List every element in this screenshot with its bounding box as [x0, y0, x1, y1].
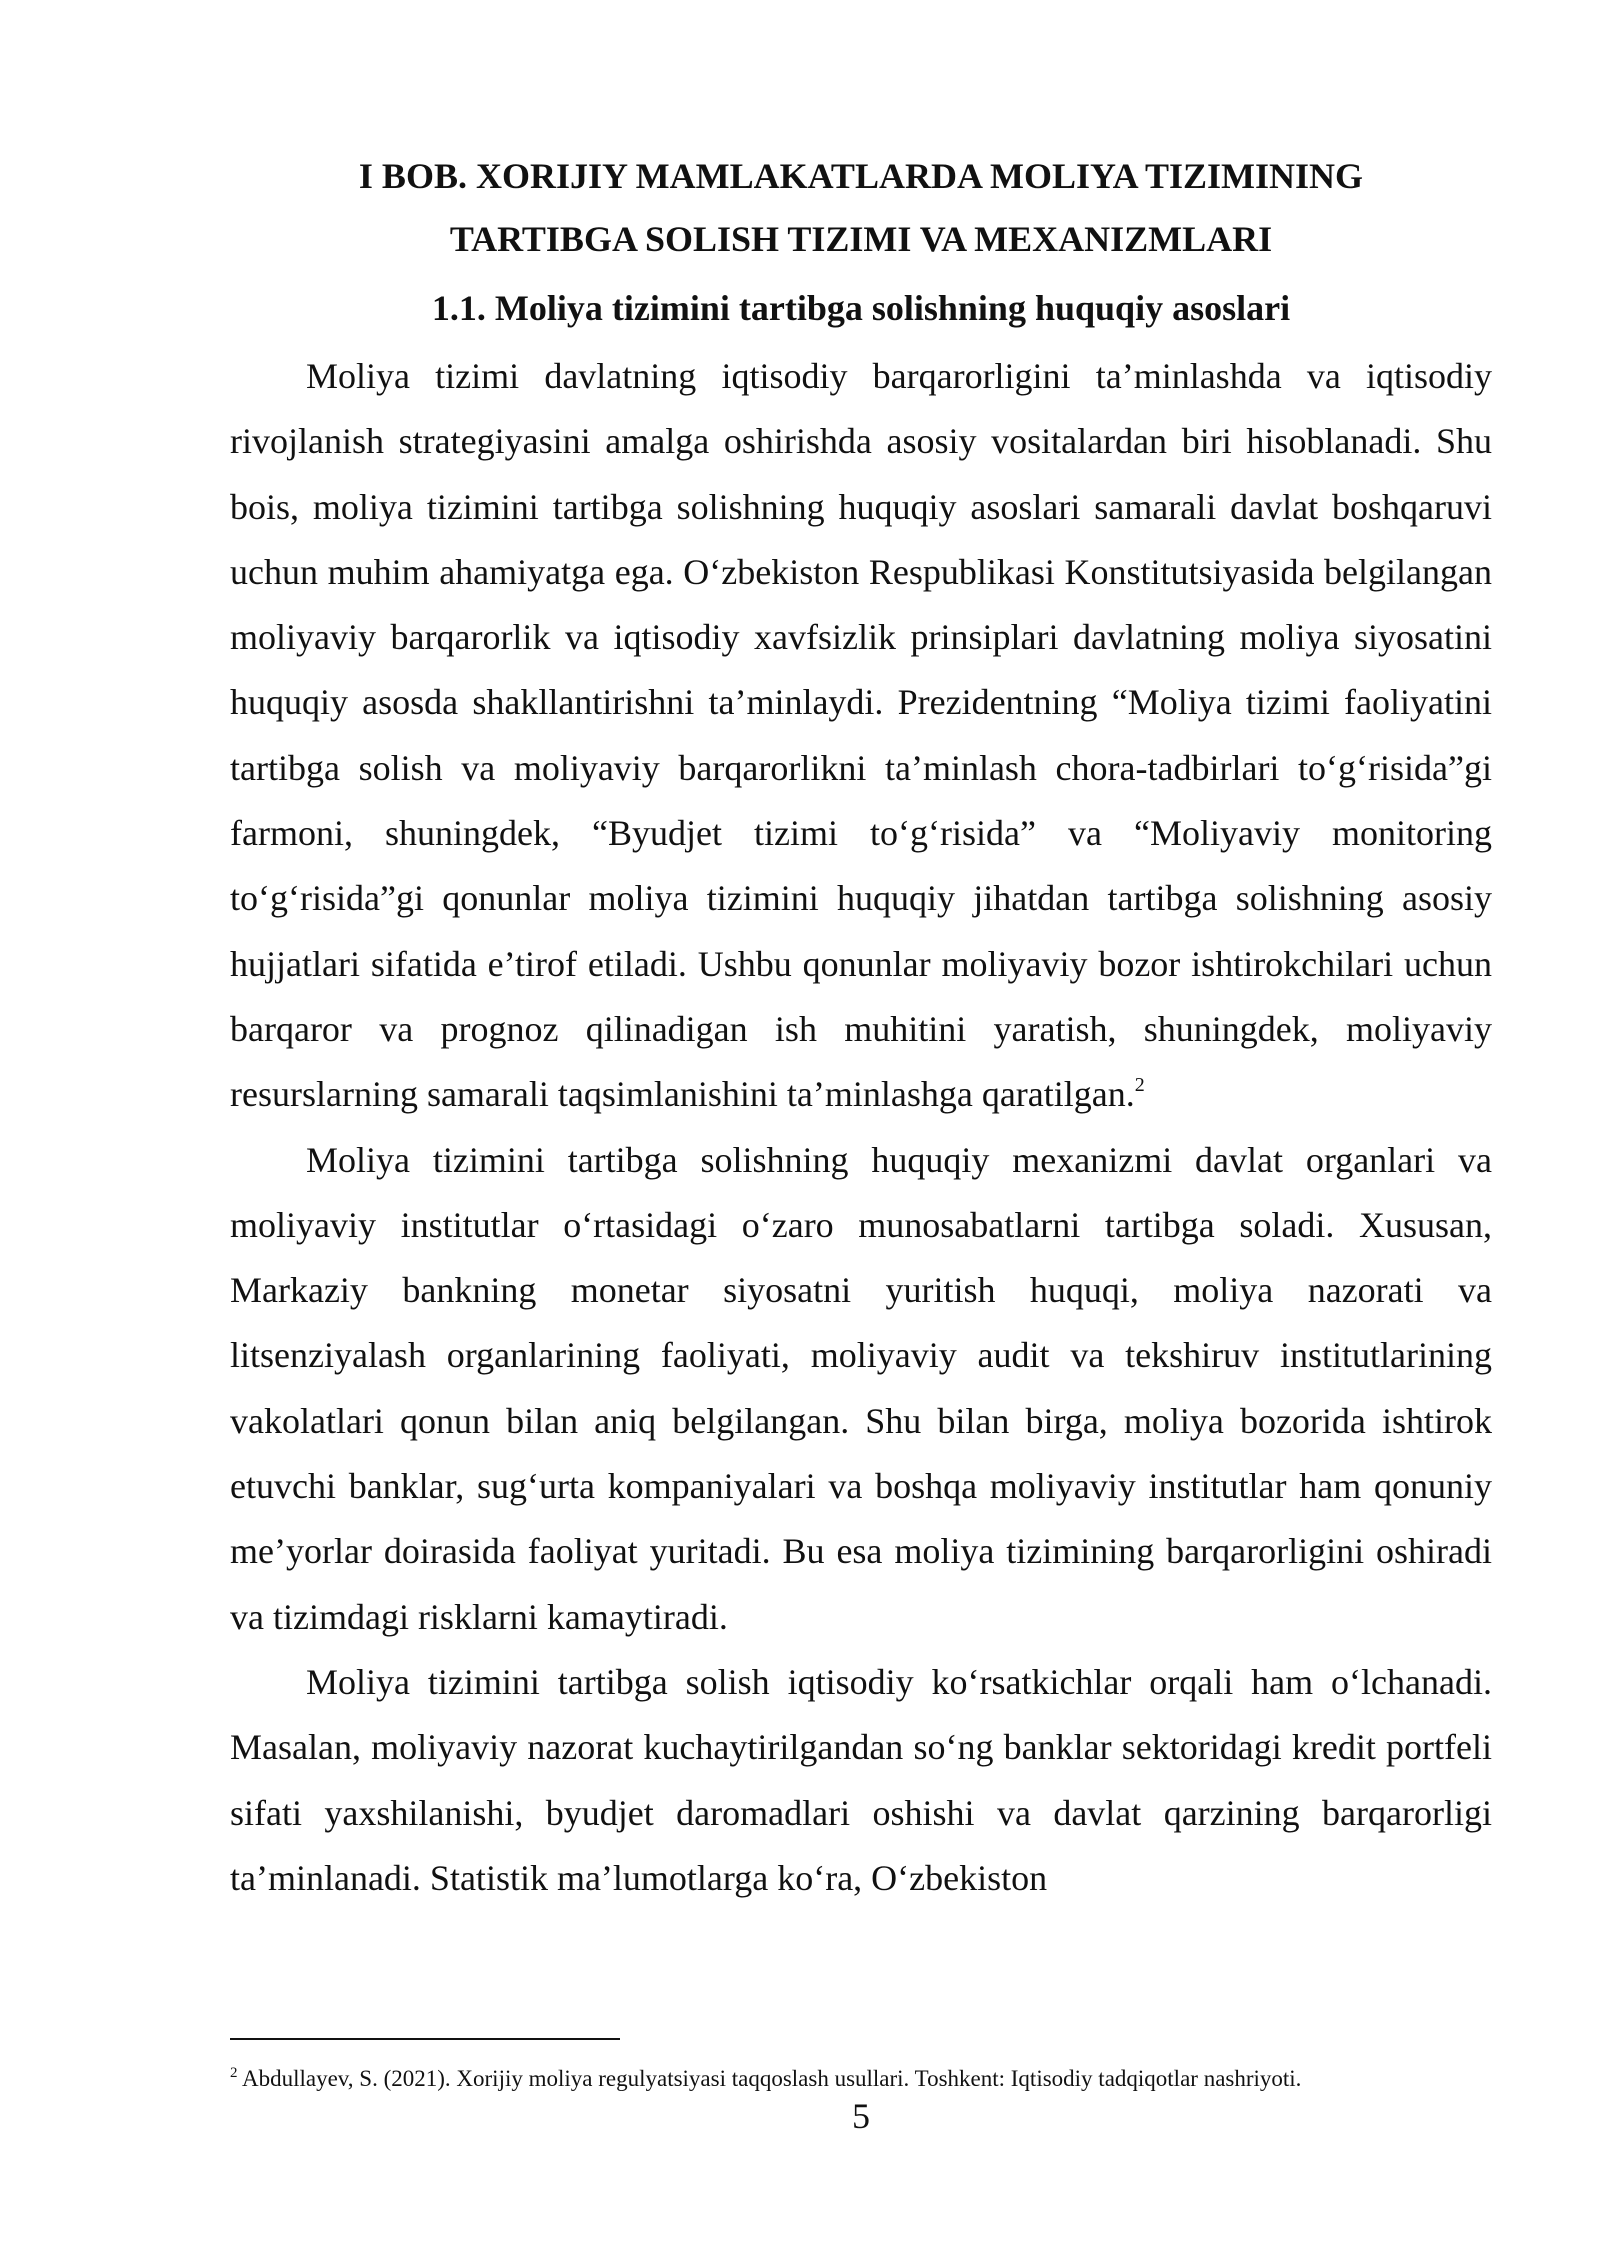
paragraph-1-text: Moliya tizimi davlatning iqtisodiy barqarorligini ta’minlashda va iqtisodiy rivojlanish strategiyasini amalga oshirishda asosiy vositalardan biri hisoblanadi. Shu bois, moliya tizimini tartibga solishning huquqiy asoslari samarali davlat boshqaruvi uchun muhim ahamiyatga ega. O‘zbekiston Respublikasi Konstitutsiyasida belgilangan moliyaviy barqarorlik va iqtisodiy xavfsizlik prinsiplari davlatning moliya siyosatini huquqiy asosda shakllantirishni ta’minlaydi. Prezidentning “Moliya tizimi faoliyatini tartibga solish va moliyaviy barqarorlikni ta’minlash chora-tadbirlari to‘g‘risida”gi farmoni, shuningdek, “Byudjet tizimi to‘g‘risida” va “Moliyaviy monitoring to‘g‘risida”gi qonunlar moliya tizimini huquqiy jihatdan tartibga solishning asosiy hujjatlari sifatida e’tirof etiladi. Ushbu qonunlar moliyaviy bozor ishtirokchilari uchun barqaror va prognoz qilinadigan ish muhitini yaratish, shuningdek, moliyaviy resurslarning samarali taqsimlanishini ta’minlashga qaratilgan.: [230, 356, 1492, 1115]
footnote: [230, 2064, 1492, 2094]
chapter-title-line-2: TARTIBGA SOLISH TIZIMI VA MEXANIZMLARI: [449, 219, 1273, 259]
page-number: 5: [852, 2096, 870, 2136]
footnote-separator: [230, 2038, 620, 2040]
footnote-text: Abdullayev, S. (2021). Xorijiy moliya regulyatsiyasi taqqoslash usullari. Toshkent: Iqtisodiy tadqiqotlar nashriyoti.: [241, 2066, 1302, 2091]
paragraph-2-text: Moliya tizimini tartibga solishning huquqiy mexanizmi davlat organlari va moliyaviy institutlar o‘rtasidagi o‘zaro munosabatlarni tartibga soladi. Xususan, Markaziy bankning monetar siyosatni yuritish huquqi, moliya nazorati va litsenziyalash organlarining faoliyati, moliyaviy audit va tekshiruv institutlarining vakolatlari qonun bilan aniq belgilangan. Shu bilan birga, moliya bozorida ishtirok etuvchi banklar, sug‘urta kompaniyalari va boshqa moliyaviy institutlar ham qonuniy me’yorlar doirasida faoliyat yuritadi. Bu esa moliya tizimining barqarorligini oshiradi va tizimdagi risklarni kamaytiradi.: [230, 1139, 1492, 1637]
paragraph-3: [230, 1650, 1492, 1911]
paragraph-3-text: Moliya tizimini tartibga solish iqtisodiy ko‘rsatkichlar orqali ham o‘lchanadi. Masalan, moliyaviy nazorat kuchaytirilgandan so‘ng banklar sektoridagi kredit portfeli sifati yaxshilanishi, byudjet daromadlari oshishi va davlat qarzining barqarorligi ta’minlanadi. Statistik ma’lumotlarga ko‘ra, O‘zbekiston: [230, 1661, 1492, 1898]
document-page: [230, 0, 1492, 2262]
paragraph-1: [230, 344, 1492, 1128]
footnote-number: 2: [230, 2065, 238, 2081]
body-text: [230, 344, 1492, 1911]
section-title: 1.1. Moliya tizimini tartibga solishning huquqiy asoslari: [431, 288, 1291, 328]
chapter-title-line-1: I BOB. XORIJIY MAMLAKATLARDA MOLIYA TIZIMINING: [358, 156, 1364, 196]
paragraph-2: [230, 1128, 1492, 1650]
footnote-reference[interactable]: 2: [1134, 1074, 1145, 1097]
